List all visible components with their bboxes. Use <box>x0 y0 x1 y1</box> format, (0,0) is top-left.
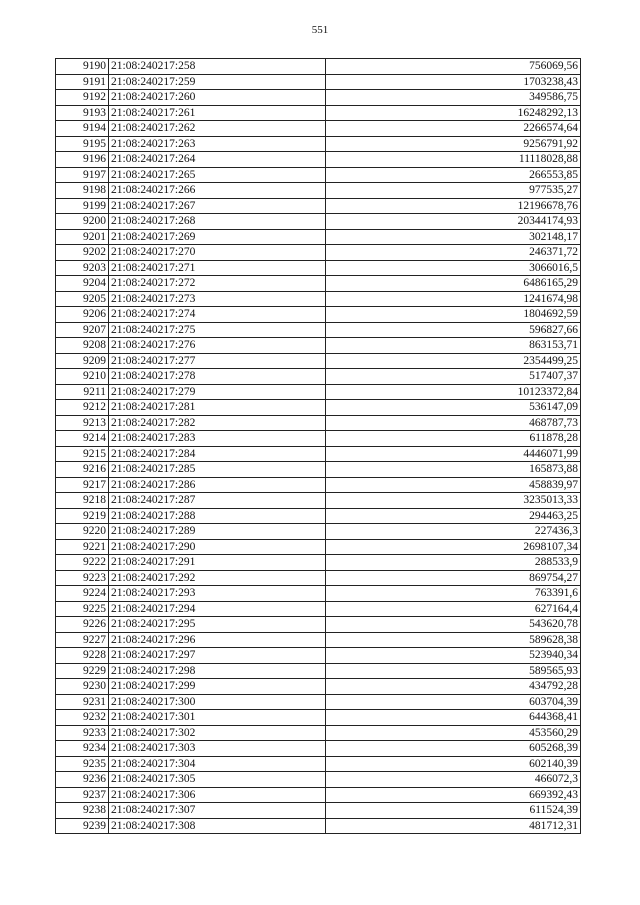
table-row <box>56 307 581 323</box>
row-number: 9209 <box>56 353 109 369</box>
cadastral-value: 869754,27 <box>326 570 581 586</box>
table-row <box>56 431 581 447</box>
row-number: 9222 <box>56 555 109 571</box>
row-number: 9237 <box>56 787 109 803</box>
row-number: 9226 <box>56 617 109 633</box>
cadastral-value: 756069,56 <box>326 59 581 75</box>
cadastral-number: 21:08:240217:291 <box>109 555 326 571</box>
cadastral-number: 21:08:240217:289 <box>109 524 326 540</box>
cadastral-value: 165873,88 <box>326 462 581 478</box>
cadastral-number: 21:08:240217:286 <box>109 477 326 493</box>
table-row <box>56 291 581 307</box>
cadastral-number: 21:08:240217:273 <box>109 291 326 307</box>
cadastral-value: 627164,4 <box>326 601 581 617</box>
table-row <box>56 617 581 633</box>
row-number: 9213 <box>56 415 109 431</box>
cadastral-number: 21:08:240217:270 <box>109 245 326 261</box>
cadastral-number: 21:08:240217:308 <box>109 818 326 834</box>
cadastral-number: 21:08:240217:300 <box>109 694 326 710</box>
table-row <box>56 214 581 230</box>
row-number: 9197 <box>56 167 109 183</box>
table-row <box>56 787 581 803</box>
table-row <box>56 121 581 137</box>
cadastral-number: 21:08:240217:269 <box>109 229 326 245</box>
row-number: 9214 <box>56 431 109 447</box>
cadastral-value: 3235013,33 <box>326 493 581 509</box>
row-number: 9210 <box>56 369 109 385</box>
row-number: 9212 <box>56 400 109 416</box>
cadastral-value: 10123372,84 <box>326 384 581 400</box>
row-number: 9219 <box>56 508 109 524</box>
table-row <box>56 400 581 416</box>
row-number: 9228 <box>56 648 109 664</box>
cadastral-number: 21:08:240217:282 <box>109 415 326 431</box>
row-number: 9234 <box>56 741 109 757</box>
table-row <box>56 353 581 369</box>
table-row <box>56 167 581 183</box>
cadastral-value: 2698107,34 <box>326 539 581 555</box>
table-row <box>56 183 581 199</box>
cadastral-value: 288533,9 <box>326 555 581 571</box>
cadastral-value: 596827,66 <box>326 322 581 338</box>
cadastral-number: 21:08:240217:301 <box>109 710 326 726</box>
row-number: 9215 <box>56 446 109 462</box>
table-row <box>56 446 581 462</box>
cadastral-value: 294463,25 <box>326 508 581 524</box>
cadastral-value: 468787,73 <box>326 415 581 431</box>
table-row <box>56 508 581 524</box>
row-number: 9190 <box>56 59 109 75</box>
table-row <box>56 756 581 772</box>
table-row <box>56 493 581 509</box>
cadastral-value: 2354499,25 <box>326 353 581 369</box>
table-row <box>56 818 581 834</box>
cadastral-value: 246371,72 <box>326 245 581 261</box>
cadastral-number: 21:08:240217:260 <box>109 90 326 106</box>
row-number: 9239 <box>56 818 109 834</box>
cadastral-value-table <box>55 58 581 834</box>
row-number: 9218 <box>56 493 109 509</box>
page-number: 551 <box>311 24 329 36</box>
cadastral-number: 21:08:240217:294 <box>109 601 326 617</box>
cadastral-value: 605268,39 <box>326 741 581 757</box>
cadastral-value: 9256791,92 <box>326 136 581 152</box>
cadastral-value: 266553,85 <box>326 167 581 183</box>
table-row <box>56 59 581 75</box>
cadastral-number: 21:08:240217:303 <box>109 741 326 757</box>
cadastral-number: 21:08:240217:290 <box>109 539 326 555</box>
cadastral-value: 543620,78 <box>326 617 581 633</box>
cadastral-number: 21:08:240217:304 <box>109 756 326 772</box>
table-row <box>56 229 581 245</box>
row-number: 9198 <box>56 183 109 199</box>
cadastral-value: 669392,43 <box>326 787 581 803</box>
row-number: 9233 <box>56 725 109 741</box>
table-row <box>56 570 581 586</box>
cadastral-value: 4446071,99 <box>326 446 581 462</box>
cadastral-number: 21:08:240217:263 <box>109 136 326 152</box>
cadastral-value: 611878,28 <box>326 431 581 447</box>
cadastral-number: 21:08:240217:298 <box>109 663 326 679</box>
table-row <box>56 632 581 648</box>
table-row <box>56 245 581 261</box>
row-number: 9224 <box>56 586 109 602</box>
cadastral-number: 21:08:240217:262 <box>109 121 326 137</box>
row-number: 9225 <box>56 601 109 617</box>
table-row <box>56 369 581 385</box>
table-row <box>56 710 581 726</box>
table-row <box>56 74 581 90</box>
row-number: 9192 <box>56 90 109 106</box>
table-row <box>56 338 581 354</box>
cadastral-number: 21:08:240217:287 <box>109 493 326 509</box>
table-row <box>56 90 581 106</box>
row-number: 9193 <box>56 105 109 121</box>
cadastral-number: 21:08:240217:307 <box>109 803 326 819</box>
cadastral-value: 589565,93 <box>326 663 581 679</box>
row-number: 9201 <box>56 229 109 245</box>
cadastral-number: 21:08:240217:285 <box>109 462 326 478</box>
cadastral-number: 21:08:240217:264 <box>109 152 326 168</box>
cadastral-value: 6486165,29 <box>326 276 581 292</box>
cadastral-number: 21:08:240217:288 <box>109 508 326 524</box>
cadastral-value: 536147,09 <box>326 400 581 416</box>
table-row <box>56 648 581 664</box>
row-number: 9203 <box>56 260 109 276</box>
row-number: 9204 <box>56 276 109 292</box>
cadastral-number: 21:08:240217:278 <box>109 369 326 385</box>
row-number: 9206 <box>56 307 109 323</box>
cadastral-number: 21:08:240217:296 <box>109 632 326 648</box>
row-number: 9230 <box>56 679 109 695</box>
table-row <box>56 725 581 741</box>
row-number: 9221 <box>56 539 109 555</box>
cadastral-value: 644368,41 <box>326 710 581 726</box>
cadastral-value: 434792,28 <box>326 679 581 695</box>
row-number: 9211 <box>56 384 109 400</box>
cadastral-value: 11118028,88 <box>326 152 581 168</box>
cadastral-value: 517407,37 <box>326 369 581 385</box>
cadastral-number: 21:08:240217:259 <box>109 74 326 90</box>
cadastral-number: 21:08:240217:297 <box>109 648 326 664</box>
row-number: 9191 <box>56 74 109 90</box>
table-row <box>56 803 581 819</box>
cadastral-number: 21:08:240217:299 <box>109 679 326 695</box>
cadastral-number: 21:08:240217:266 <box>109 183 326 199</box>
cadastral-value: 863153,71 <box>326 338 581 354</box>
row-number: 9227 <box>56 632 109 648</box>
row-number: 9231 <box>56 694 109 710</box>
table-row <box>56 539 581 555</box>
row-number: 9195 <box>56 136 109 152</box>
table-row <box>56 586 581 602</box>
cadastral-number: 21:08:240217:281 <box>109 400 326 416</box>
cadastral-number: 21:08:240217:267 <box>109 198 326 214</box>
cadastral-number: 21:08:240217:302 <box>109 725 326 741</box>
cadastral-number: 21:08:240217:293 <box>109 586 326 602</box>
table-row <box>56 384 581 400</box>
row-number: 9207 <box>56 322 109 338</box>
table-row <box>56 415 581 431</box>
table-row <box>56 555 581 571</box>
cadastral-value: 302148,17 <box>326 229 581 245</box>
row-number: 9194 <box>56 121 109 137</box>
cadastral-value: 603704,39 <box>326 694 581 710</box>
cadastral-number: 21:08:240217:265 <box>109 167 326 183</box>
table-row <box>56 772 581 788</box>
cadastral-number: 21:08:240217:277 <box>109 353 326 369</box>
cadastral-value: 1241674,98 <box>326 291 581 307</box>
row-number: 9202 <box>56 245 109 261</box>
cadastral-number: 21:08:240217:275 <box>109 322 326 338</box>
row-number: 9223 <box>56 570 109 586</box>
cadastral-number: 21:08:240217:283 <box>109 431 326 447</box>
table-row <box>56 462 581 478</box>
row-number: 9199 <box>56 198 109 214</box>
row-number: 9216 <box>56 462 109 478</box>
row-number: 9220 <box>56 524 109 540</box>
row-number: 9200 <box>56 214 109 230</box>
cadastral-value: 977535,27 <box>326 183 581 199</box>
cadastral-number: 21:08:240217:276 <box>109 338 326 354</box>
table-row <box>56 198 581 214</box>
cadastral-number: 21:08:240217:305 <box>109 772 326 788</box>
table-row <box>56 136 581 152</box>
row-number: 9232 <box>56 710 109 726</box>
cadastral-number: 21:08:240217:292 <box>109 570 326 586</box>
cadastral-number: 21:08:240217:295 <box>109 617 326 633</box>
cadastral-number: 21:08:240217:271 <box>109 260 326 276</box>
cadastral-value: 453560,29 <box>326 725 581 741</box>
cadastral-value: 602140,39 <box>326 756 581 772</box>
table-row <box>56 477 581 493</box>
table-row <box>56 663 581 679</box>
cadastral-value: 466072,3 <box>326 772 581 788</box>
cadastral-value: 3066016,5 <box>326 260 581 276</box>
table-row <box>56 679 581 695</box>
table-row <box>56 601 581 617</box>
cadastral-number: 21:08:240217:279 <box>109 384 326 400</box>
row-number: 9229 <box>56 663 109 679</box>
table-row <box>56 694 581 710</box>
table-row <box>56 741 581 757</box>
table-body <box>56 59 581 834</box>
cadastral-value: 611524,39 <box>326 803 581 819</box>
cadastral-value: 481712,31 <box>326 818 581 834</box>
table-row <box>56 260 581 276</box>
cadastral-value: 763391,6 <box>326 586 581 602</box>
cadastral-value: 589628,38 <box>326 632 581 648</box>
cadastral-number: 21:08:240217:261 <box>109 105 326 121</box>
cadastral-value: 349586,75 <box>326 90 581 106</box>
cadastral-number: 21:08:240217:268 <box>109 214 326 230</box>
cadastral-number: 21:08:240217:274 <box>109 307 326 323</box>
cadastral-value: 1703238,43 <box>326 74 581 90</box>
row-number: 9217 <box>56 477 109 493</box>
cadastral-number: 21:08:240217:258 <box>109 59 326 75</box>
cadastral-number: 21:08:240217:284 <box>109 446 326 462</box>
table-row <box>56 152 581 168</box>
cadastral-number: 21:08:240217:272 <box>109 276 326 292</box>
row-number: 9236 <box>56 772 109 788</box>
row-number: 9208 <box>56 338 109 354</box>
cadastral-value: 12196678,76 <box>326 198 581 214</box>
cadastral-value: 20344174,93 <box>326 214 581 230</box>
cadastral-value: 1804692,59 <box>326 307 581 323</box>
cadastral-value: 2266574,64 <box>326 121 581 137</box>
cadastral-number: 21:08:240217:306 <box>109 787 326 803</box>
row-number: 9205 <box>56 291 109 307</box>
cadastral-value: 227436,3 <box>326 524 581 540</box>
cadastral-value: 523940,34 <box>326 648 581 664</box>
table-row <box>56 524 581 540</box>
table-row <box>56 322 581 338</box>
row-number: 9235 <box>56 756 109 772</box>
cadastral-value: 16248292,13 <box>326 105 581 121</box>
row-number: 9238 <box>56 803 109 819</box>
cadastral-value: 458839,97 <box>326 477 581 493</box>
row-number: 9196 <box>56 152 109 168</box>
table-row <box>56 276 581 292</box>
table-row <box>56 105 581 121</box>
